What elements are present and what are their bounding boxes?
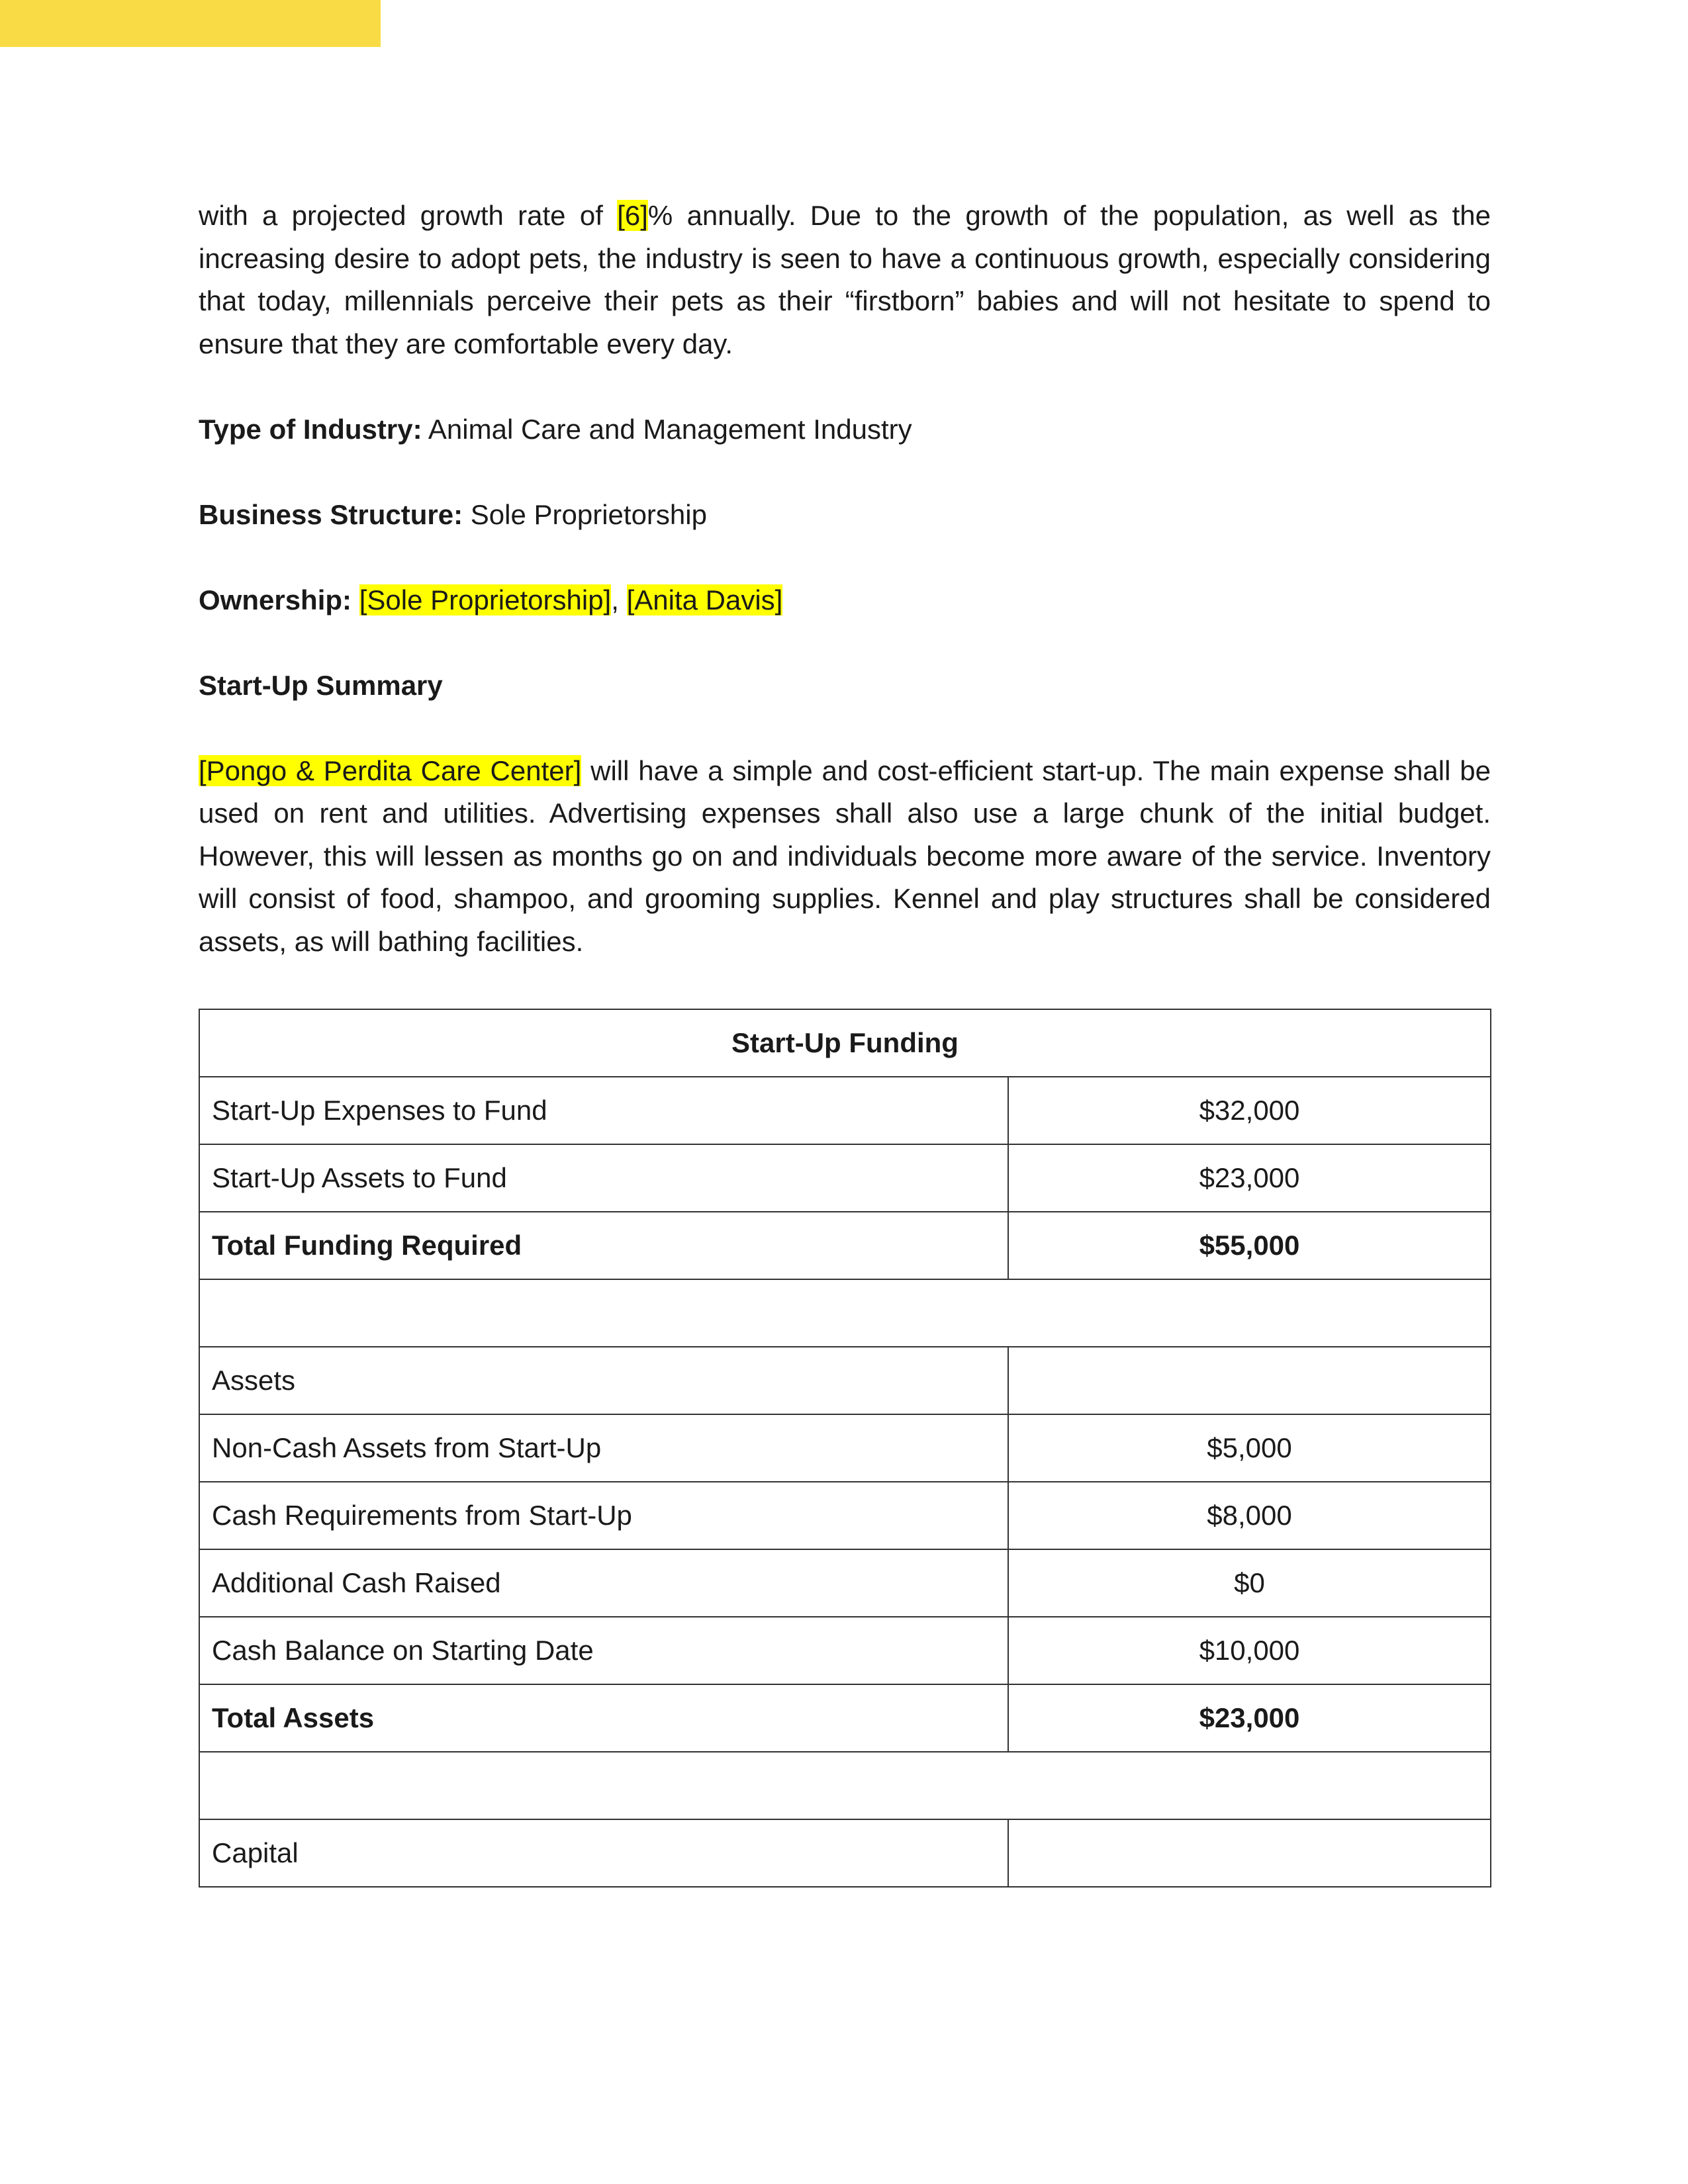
row-label: Additional Cash Raised — [199, 1549, 1008, 1617]
table-title: Start-Up Funding — [199, 1009, 1491, 1077]
intro-text-end: % annually. Due to the growth of the population, as well as the increasing desire to adopt pets, the industry is seen to have a continuous growth, especially considering that today, millennials perceive their pets as their “firstborn” babies and will not hesitate to spend to ensure that they are comfortable every day. — [199, 200, 1491, 359]
table-row — [199, 1549, 1491, 1617]
empty-cell — [199, 1752, 1491, 1819]
row-label: Assets — [199, 1347, 1008, 1414]
growth-rate-placeholder: [6] — [617, 200, 648, 231]
table-spacer-row — [199, 1279, 1491, 1347]
startup-summary-text: will have a simple and cost-efficient start-up. The main expense shall be used on rent and utilities. Advertising expenses shall also use a large chunk of the initial budget. However, this will lessen as months go on and individuals become more aware of the service. Inventory will consist of food, shampoo, and grooming supplies. Kennel and play structures shall be considered assets, as will bathing facilities. — [199, 754, 1491, 957]
row-label: Total Assets — [199, 1684, 1008, 1752]
row-label: Total Funding Required — [199, 1212, 1008, 1279]
business-structure-line — [199, 494, 1491, 537]
table-row — [199, 1617, 1491, 1684]
table-spacer-row — [199, 1752, 1491, 1819]
table-row — [199, 1144, 1491, 1212]
intro-paragraph — [199, 195, 1491, 365]
document-body — [199, 195, 1491, 963]
table-row — [199, 1482, 1491, 1549]
row-value: $23,000 — [1008, 1684, 1491, 1752]
ownership-line — [199, 579, 1491, 622]
table-row — [199, 1347, 1491, 1414]
business-structure-label: Business Structure: — [199, 498, 463, 530]
ownership-type-placeholder: [Sole Proprietorship] — [359, 584, 612, 615]
ownership-separator: , — [611, 584, 627, 615]
owner-name-placeholder: [Anita Davis] — [626, 584, 783, 615]
row-value — [1008, 1819, 1491, 1887]
row-label: Capital — [199, 1819, 1008, 1887]
row-value: $8,000 — [1008, 1482, 1491, 1549]
row-value: $23,000 — [1008, 1144, 1491, 1212]
table-row — [199, 1077, 1491, 1144]
table-header-row — [199, 1009, 1491, 1077]
row-value: $55,000 — [1008, 1212, 1491, 1279]
empty-cell — [199, 1279, 1491, 1347]
company-name-placeholder: [Pongo & Perdita Care Center] — [199, 754, 582, 786]
business-structure-value: Sole Proprietorship — [463, 498, 707, 530]
table-row-total-assets — [199, 1684, 1491, 1752]
table-row-total-funding — [199, 1212, 1491, 1279]
ownership-label: Ownership: — [199, 584, 352, 615]
row-label: Non-Cash Assets from Start-Up — [199, 1414, 1008, 1482]
intro-text-start: with a projected growth rate of — [199, 200, 618, 231]
startup-summary-heading: Start-Up Summary — [199, 669, 443, 701]
row-value — [1008, 1347, 1491, 1414]
industry-type-value: Animal Care and Management Industry — [422, 413, 912, 445]
row-label: Start-Up Assets to Fund — [199, 1144, 1008, 1212]
startup-funding-table — [199, 1009, 1491, 1888]
row-value: $5,000 — [1008, 1414, 1491, 1482]
row-label: Start-Up Expenses to Fund — [199, 1077, 1008, 1144]
industry-type-line — [199, 408, 1491, 451]
row-value: $0 — [1008, 1549, 1491, 1617]
table-row — [199, 1819, 1491, 1887]
header-accent-bar — [0, 0, 381, 47]
row-value: $10,000 — [1008, 1617, 1491, 1684]
row-label: Cash Balance on Starting Date — [199, 1617, 1008, 1684]
row-label: Cash Requirements from Start-Up — [199, 1482, 1008, 1549]
table-row — [199, 1414, 1491, 1482]
row-value: $32,000 — [1008, 1077, 1491, 1144]
startup-summary-paragraph — [199, 750, 1491, 964]
industry-type-label: Type of Industry: — [199, 413, 422, 445]
